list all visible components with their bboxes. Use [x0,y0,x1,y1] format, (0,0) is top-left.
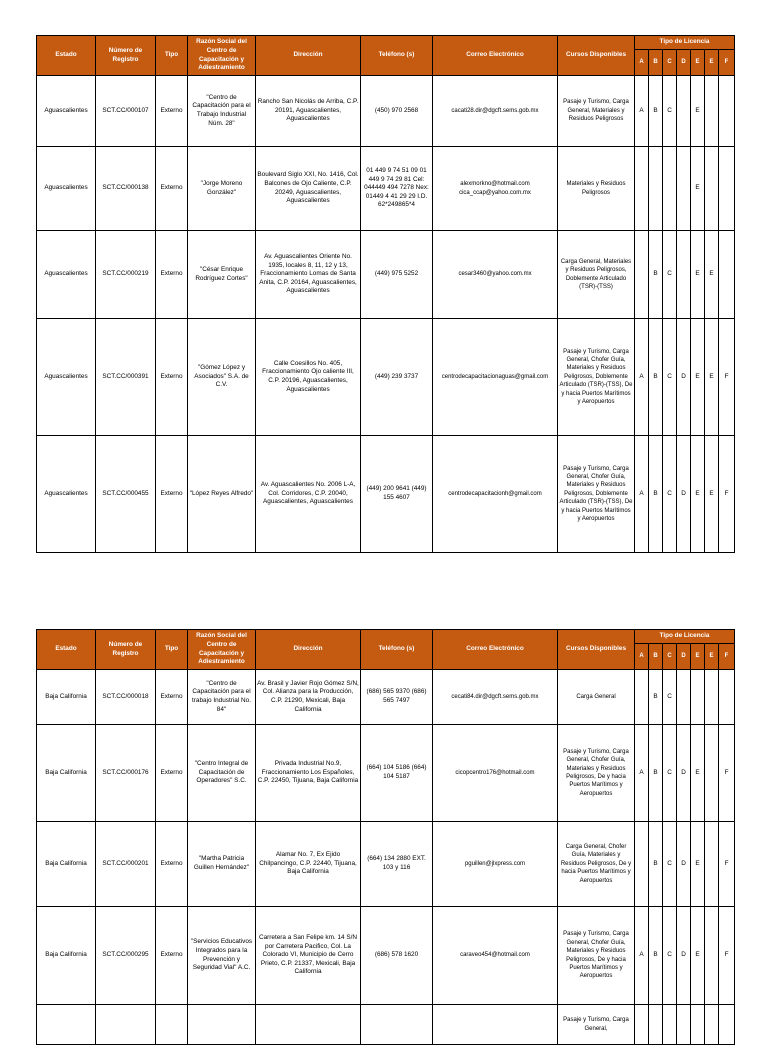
estado-cell: Baja California [37,725,96,822]
license-cell: E [691,147,705,231]
license-cell: A [635,436,649,553]
license-cell: D [677,319,691,436]
license-cell: E [691,725,705,822]
license-cell [635,670,649,725]
license-cell: C [663,822,677,907]
header-letter: E [691,644,705,670]
tipo-cell: Externo [156,319,188,436]
license-cell: A [635,319,649,436]
license-cell [663,1005,677,1045]
razon-social-cell: "Martha Patricia Guillen Hernández" [188,822,256,907]
license-cell: C [663,907,677,1005]
license-cell: E [691,436,705,553]
header-tipo-licencia: Tipo de Licencia [635,36,735,50]
registro-cell: SCT.CC/000391 [96,319,156,436]
license-cell [649,147,663,231]
table-row [37,436,735,553]
razon-social-cell: "Servicios Educativos Integrados para la Prevención y Seguridad Vial" A.C. [188,907,256,1005]
license-cell: C [663,725,677,822]
header-correo: Correo Electrónico [433,36,558,76]
header-letter: C [663,644,677,670]
license-cell: B [649,907,663,1005]
license-cell: F [719,822,735,907]
header-letter: D [677,50,691,76]
cursos-cell: Pasaje y Turismo, Carga General, Materiales y Residuos Peligrosos [558,76,635,147]
razon-social-cell [188,1005,256,1045]
license-cell [719,1005,735,1045]
tipo-cell: Externo [156,670,188,725]
estado-cell: Baja California [37,907,96,1005]
telefono-cell: 01 449 9 74 51 09 01 449 9 74 29 81 Cel: 044449 494 7278 Nex: 01449 4 41 29 29 I.D. 62*249865*4 [361,147,433,231]
razon-social-cell: "López Reyes Alfredo" [188,436,256,553]
header-estado: Estado [37,630,96,670]
telefono-cell: (450) 970 2568 [361,76,433,147]
license-cell: B [649,231,663,319]
license-cell [663,147,677,231]
license-cell: D [677,436,691,553]
cursos-cell: Materiales y Residuos Peligrosos [558,147,635,231]
license-cell [705,1005,719,1045]
license-cell: B [649,725,663,822]
table-row [37,670,735,725]
cursos-cell: Carga General, Chofer Guía, Materiales y Residuos Peligrosos, De y hacia Puertos Marítimos y Aeropuertos [558,822,635,907]
license-cell: A [635,725,649,822]
license-cell [705,147,719,231]
razon-social-cell: "Jorge Moreno González" [188,147,256,231]
estado-cell: Aguascalientes [37,147,96,231]
cursos-cell: Carga General [558,670,635,725]
header-tipo: Tipo [156,630,188,670]
license-cell: D [677,907,691,1005]
estado-cell: Aguascalientes [37,436,96,553]
license-cell [635,1005,649,1045]
license-cell [719,147,735,231]
registro-cell: SCT.CC/000176 [96,725,156,822]
license-cell: A [635,907,649,1005]
license-cell [635,231,649,319]
license-cell [719,231,735,319]
header-letter: F [719,644,735,670]
license-cell: C [663,231,677,319]
tipo-cell: Externo [156,76,188,147]
telefono-cell: (664) 104 5186 (664) 104 5187 [361,725,433,822]
registro-cell: SCT.CC/000455 [96,436,156,553]
estado-cell: Aguascalientes [37,319,96,436]
license-cell [705,76,719,147]
direccion-cell: Carretera a San Felipe km. 14 S/N por Carretera Pacifico, Col. La Colorado VI, Municipio de Cerro Prieto, C.P. 21337, Mexicali, Baja California [256,907,361,1005]
registro-cell: SCT.CC/000219 [96,231,156,319]
header-letter: D [677,644,691,670]
registro-cell: SCT.CC/000295 [96,907,156,1005]
estado-cell: Aguascalientes [37,231,96,319]
estado-cell [37,1005,96,1045]
registro-cell [96,1005,156,1045]
telefono-cell: (449) 239 3737 [361,319,433,436]
cursos-cell: Pasaje y Turismo, Carga General, [558,1005,635,1045]
correo-cell: pguillen@jlxpress.com [433,822,558,907]
telefono-cell: (686) 578 1620 [361,907,433,1005]
direccion-cell: Calle Coesillos No. 405, Fraccionamiento Ojo caliente III, C.P. 20196, Aguascalientes, Aguascalientes [256,319,361,436]
table-row [37,231,735,319]
cursos-cell: Pasaje y Turismo, Carga General, Chofer Guía, Materiales y Residuos Peligrosos, De y hacia Puertos Marítimos y Aeropuertos [558,725,635,822]
correo-cell: centrodecapacitacionh@gmail.com [433,436,558,553]
header-letter: C [663,50,677,76]
direccion-cell: Av. Aguascalientes Oriente No. 1935, locales 8, 11, 12 y 13, Fraccionamiento Lomas de Santa Anita, C.P. 20164, Aguascalientes, Aguascalientes [256,231,361,319]
license-cell: E [691,76,705,147]
license-table-aguascalientes [36,35,735,553]
license-cell: E [691,822,705,907]
license-cell: D [677,725,691,822]
license-cell: F [719,436,735,553]
tipo-cell: Externo [156,822,188,907]
header-telefono: Teléfono (s) [361,36,433,76]
license-cell [691,670,705,725]
header-cursos: Cursos Disponibles [558,36,635,76]
telefono-cell [361,1005,433,1045]
header-letter: A [635,644,649,670]
tipo-cell: Externo [156,725,188,822]
license-cell [677,231,691,319]
header-numero-registro: Número de Registro [96,630,156,670]
header-cursos: Cursos Disponibles [558,630,635,670]
header-letter: E [691,50,705,76]
registro-cell: SCT.CC/000201 [96,822,156,907]
license-cell [677,1005,691,1045]
estado-cell: Aguascalientes [37,76,96,147]
license-cell [705,907,719,1005]
tipo-cell: Externo [156,231,188,319]
license-cell [691,1005,705,1045]
license-cell: C [663,436,677,553]
header-letter: A [635,50,649,76]
header-letter: B [649,50,663,76]
license-cell: E [705,231,719,319]
razon-social-cell: "Centro de Capacitación para el Trabajo Industrial Núm. 28" [188,76,256,147]
header-razon-social: Razón Social del Centro de Capacitación y Adiestramiento [188,36,256,76]
license-cell [705,670,719,725]
table-row [37,725,735,822]
telefono-cell: (664) 134 2880 EXT. 103 y 116 [361,822,433,907]
registro-cell: SCT.CC/000107 [96,76,156,147]
license-cell [677,670,691,725]
header-estado: Estado [37,36,96,76]
direccion-cell: Av. Aguascalientes No. 2006 L-A, Col. Corridores, C.P. 20040, Aguascalientes, Aguascalientes [256,436,361,553]
table-row [37,319,735,436]
correo-cell [433,1005,558,1045]
razon-social-cell: "César Enrique Rodríguez Cortes" [188,231,256,319]
header-letter: E [705,50,719,76]
license-cell: B [649,76,663,147]
license-cell: E [691,231,705,319]
license-cell: C [663,670,677,725]
estado-cell: Baja California [37,822,96,907]
license-cell: E [691,319,705,436]
header-numero-registro: Número de Registro [96,36,156,76]
header-tipo-licencia: Tipo de Licencia [635,630,735,644]
license-cell [705,822,719,907]
table-row [37,76,735,147]
registro-cell: SCT.CC/000138 [96,147,156,231]
table-row [37,822,735,907]
header-correo: Correo Electrónico [433,630,558,670]
header-letter: E [705,644,719,670]
cursos-cell: Carga General, Materiales y Residuos Peligrosos, Doblemente Articulado (TSR)-(TSS) [558,231,635,319]
table-row [37,1005,735,1045]
table-row [37,147,735,231]
license-cell: B [649,436,663,553]
direccion-cell: Alamar No. 7, Ex Ejido Chilpancingo, C.P. 22440, Tijuana, Baja California [256,822,361,907]
license-cell [677,76,691,147]
tipo-cell: Externo [156,147,188,231]
header-letter: F [719,50,735,76]
table-row [37,907,735,1005]
license-cell: F [719,907,735,1005]
correo-cell: cecati84.dir@dgcft.sems.gob.mx [433,670,558,725]
license-cell: F [719,319,735,436]
license-cell [635,822,649,907]
cursos-cell: Pasaje y Turismo, Carga General, Chofer Guía, Materiales y Residuos Peligrosos, Doblemente Articulado (TSR)-(TSS), De y hacia Puertos Marítimos y Aeropuertos [558,319,635,436]
correo-cell: caraveo454@hotmail.com [433,907,558,1005]
direccion-cell: Rancho San Nicolás de Arriba, C.P. 20191, Aguascalientes, Aguascalientes [256,76,361,147]
direccion-cell: Av. Brasil y Javier Rojo Gómez S/N, Col. Alianza para la Producción, C.P. 21290, Mexicali, Baja California [256,670,361,725]
tipo-cell [156,1005,188,1045]
telefono-cell: (686) 565 9370 (686) 565 7497 [361,670,433,725]
direccion-cell: Privada Industrial No.9, Fraccionamiento Los Españoles, C.P. 22450, Tijuana, Baja California [256,725,361,822]
telefono-cell: (449) 200 9641 (449) 155 4607 [361,436,433,553]
correo-cell: cacati28.dir@dgcft.sems.gob.mx [433,76,558,147]
tipo-cell: Externo [156,907,188,1005]
razon-social-cell: "Gómez López y Asociados" S.A. de C.V. [188,319,256,436]
header-telefono: Teléfono (s) [361,630,433,670]
license-cell: E [691,907,705,1005]
license-cell: C [663,319,677,436]
razon-social-cell: "Centro Integral de Capacitación de Operadores" S.C. [188,725,256,822]
license-cell: D [677,822,691,907]
registro-cell: SCT.CC/000018 [96,670,156,725]
correo-cell: cicopcentro176@hotmail.com [433,725,558,822]
razon-social-cell: "Centro de Capacitación para el trabajo Industrial No. 84" [188,670,256,725]
header-direccion: Dirección [256,630,361,670]
license-cell: E [705,319,719,436]
license-cell [635,147,649,231]
cursos-cell: Pasaje y Turismo, Carga General, Chofer Guía, Materiales y Residuos Peligrosos, Doblemente Articulado (TSR)-(TSS), De y hacia Puertos Marítimos y Aeropuertos [558,436,635,553]
license-cell: B [649,319,663,436]
license-cell [719,76,735,147]
header-direccion: Dirección [256,36,361,76]
license-cell [677,147,691,231]
license-cell: F [719,725,735,822]
header-letter: B [649,644,663,670]
direccion-cell: Boulevard Siglo XXI, No. 1416, Col. Balcones de Ojo Caliente, C.P. 20249, Aguascalientes, Aguascalientes [256,147,361,231]
license-cell: B [649,670,663,725]
correo-cell: centrodecapacitacionaguas@gmail.com [433,319,558,436]
license-cell: C [663,76,677,147]
cursos-cell: Pasaje y Turismo, Carga General, Chofer Guía, Materiales y Residuos Peligrosos, De y hacia Puertos Marítimos y Aeropuertos [558,907,635,1005]
license-cell: E [705,436,719,553]
header-tipo: Tipo [156,36,188,76]
license-table-baja-california [36,629,735,1045]
license-cell: B [649,822,663,907]
estado-cell: Baja California [37,670,96,725]
license-cell [719,670,735,725]
license-cell [705,725,719,822]
correo-cell: alexmorkno@hotmail.com cica_ccap@yahoo.com.mx [433,147,558,231]
header-razon-social: Razón Social del Centro de Capacitación y Adiestramiento [188,630,256,670]
license-cell [649,1005,663,1045]
telefono-cell: (449) 975 5252 [361,231,433,319]
license-cell: A [635,76,649,147]
direccion-cell [256,1005,361,1045]
tipo-cell: Externo [156,436,188,553]
correo-cell: cesar3460@yahoo.com.mx [433,231,558,319]
